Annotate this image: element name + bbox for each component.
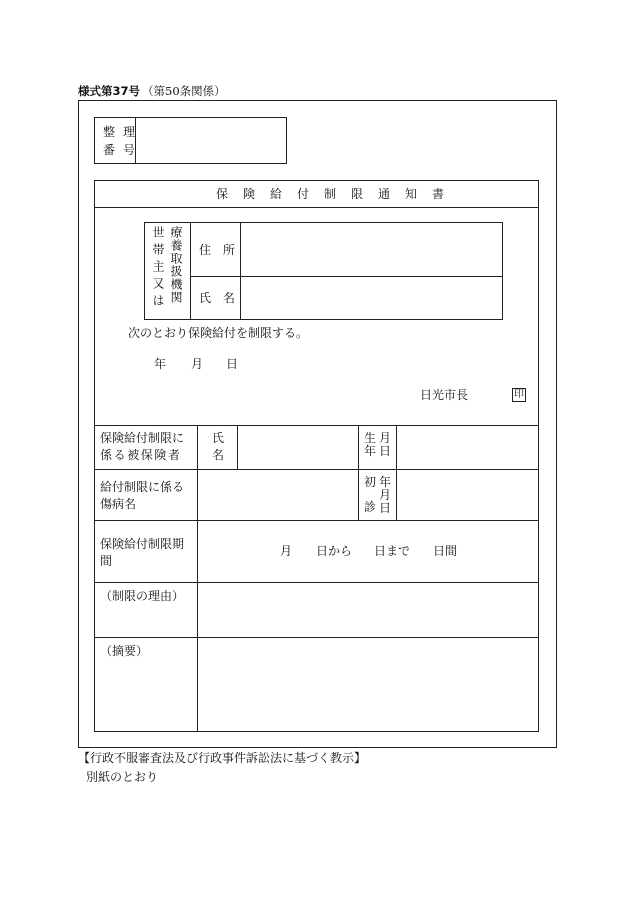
injury-label-2: 傷病名 <box>100 497 137 511</box>
first-visit-label-b: 診 <box>364 500 377 514</box>
date-day: 日 <box>226 357 239 371</box>
first-visit-label-d: 月 <box>379 488 392 502</box>
recipient-label-b: 療養取扱機関 <box>169 226 183 304</box>
period-label-1: 保険給付制限期 <box>100 537 185 551</box>
legal-notice-title: 【行政不服審査法及び行政事件訴訟法に基づく教示】 <box>78 751 367 765</box>
first-visit-label-a: 初 <box>364 475 377 489</box>
birth-label-d: 日 <box>379 444 392 458</box>
seal-mark: 印 <box>514 389 524 400</box>
insured-label-2: 係る被保険者 <box>100 448 182 462</box>
period-label-2: 間 <box>100 554 113 568</box>
reason-label: （制限の理由） <box>100 589 185 603</box>
recipient-table <box>144 222 503 320</box>
form-number: 様式第37号 <box>78 84 141 98</box>
summary-label: （摘要） <box>100 644 149 658</box>
birth-label-b: 年 <box>364 444 377 458</box>
birth-label-c: 月 <box>379 431 392 445</box>
recipient-label-a: 世帯主又は <box>151 226 165 311</box>
date-year: 年 <box>154 357 167 371</box>
period-from: 日から <box>316 544 353 558</box>
injury-label-1: 給付制限に係る <box>100 480 185 494</box>
seiri-label-2: 番号 <box>103 143 144 157</box>
shimei-label-2: 名 <box>212 448 225 462</box>
notice-body-text: 次のとおり保険給付を制限する。 <box>128 326 309 340</box>
date-month: 月 <box>191 357 204 371</box>
seiri-label-1: 整理 <box>103 125 144 139</box>
period-to: 日まで <box>374 544 411 558</box>
shimei-label-1: 氏 <box>212 431 225 445</box>
period-month: 月 <box>280 544 293 558</box>
mayor-name: 日光市長 <box>420 388 469 402</box>
notice-title: 保険給付制限通知書 <box>216 187 460 201</box>
period-days: 日間 <box>433 544 458 558</box>
first-visit-label-e: 日 <box>379 501 392 515</box>
name-label: 氏 名 <box>199 291 239 305</box>
birth-label-a: 生 <box>364 431 377 445</box>
address-label: 住 所 <box>199 243 239 257</box>
legal-notice-body: 別紙のとおり <box>86 770 159 784</box>
form-relation: （第50条関係） <box>142 84 226 98</box>
insured-label-1: 保険給付制限に <box>100 431 185 445</box>
first-visit-label-c: 年 <box>379 475 392 489</box>
